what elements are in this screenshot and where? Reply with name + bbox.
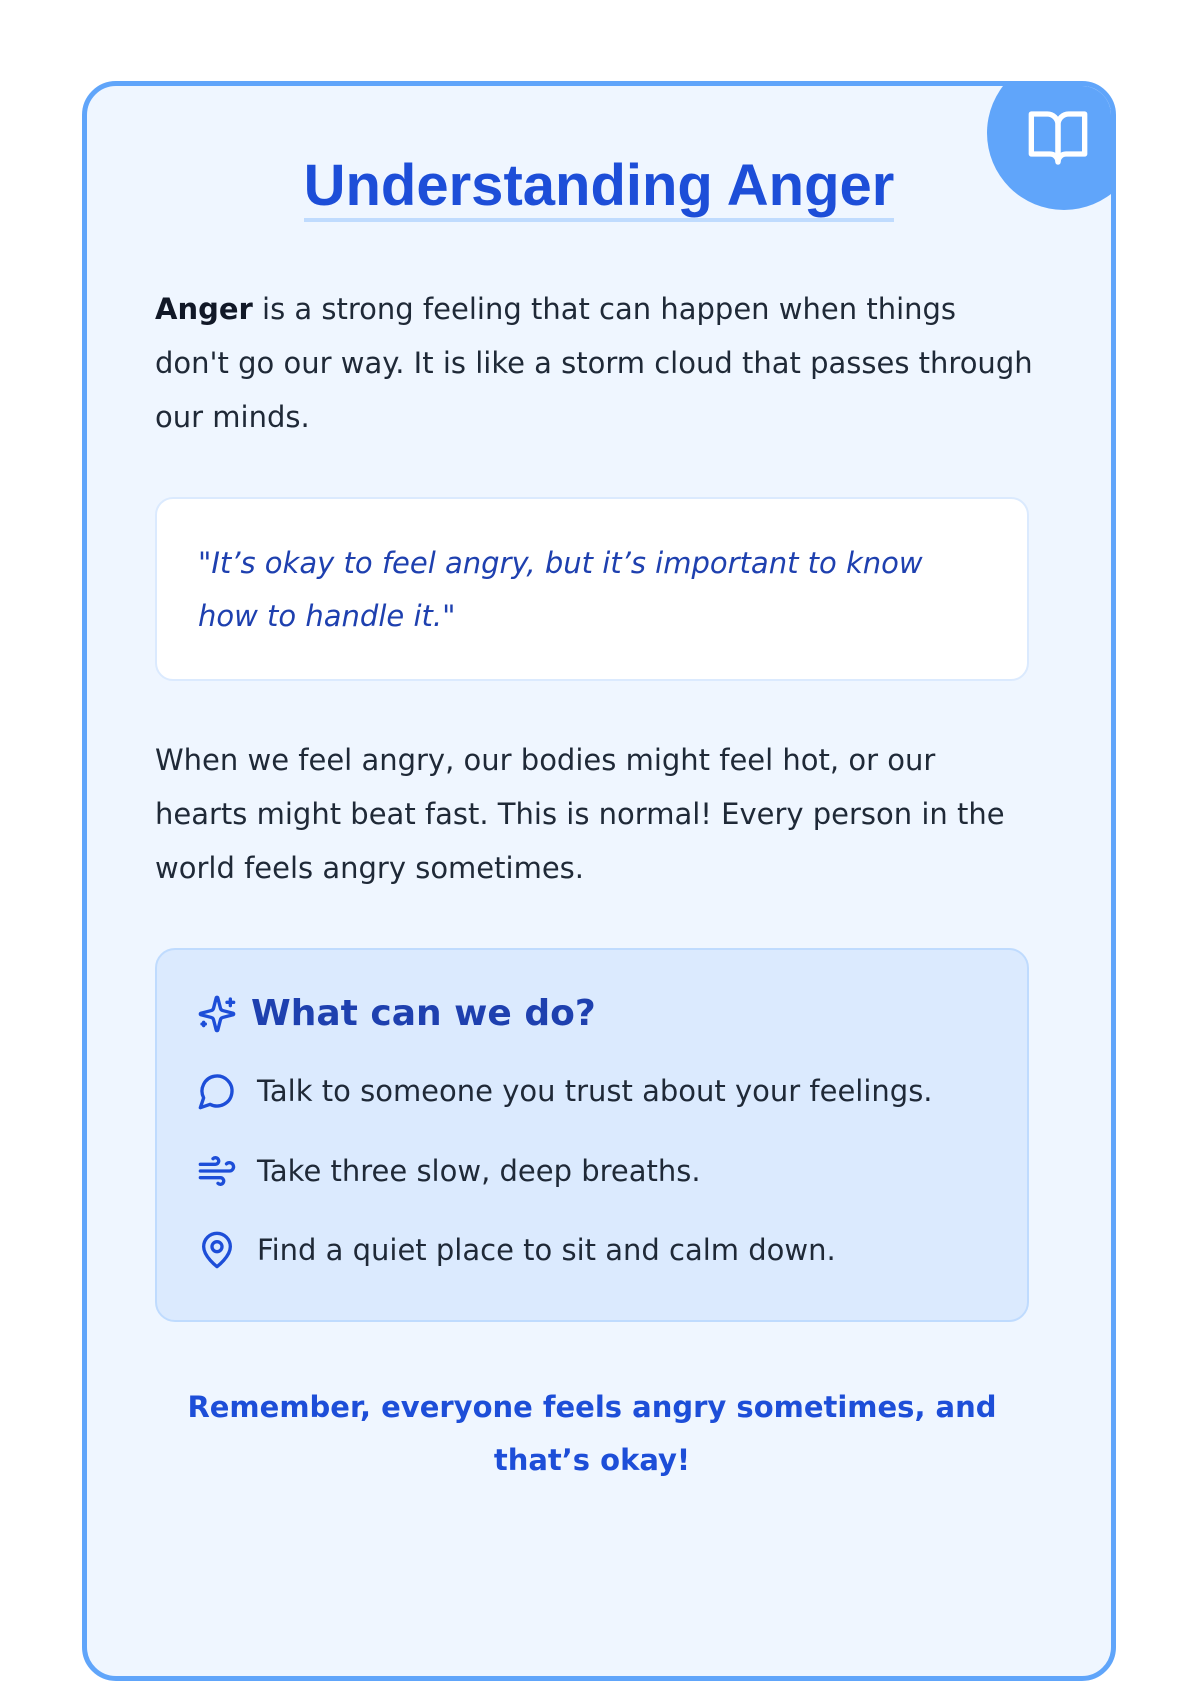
title-wrapper <box>87 153 1111 222</box>
tips-header <box>197 992 596 1036</box>
tips-title: What can we do? <box>251 993 596 1034</box>
intro-text: is a strong feeling that can happen when things don't go our way. It is like a storm cloud that passes through our minds. <box>155 292 1033 434</box>
list-item <box>197 1230 836 1270</box>
content-card <box>82 81 1116 1681</box>
page-title: Understanding Anger <box>304 156 895 222</box>
tip-text: Take three slow, deep breaths. <box>257 1154 701 1188</box>
tip-text: Talk to someone you trust about your feelings. <box>257 1074 933 1108</box>
tips-box <box>155 948 1029 1322</box>
list-item <box>197 1071 933 1111</box>
list-item <box>197 1151 701 1191</box>
closing-message: Remember, everyone feels angry sometimes, and that’s okay! <box>187 1390 997 1477</box>
intro-paragraph <box>155 282 1035 444</box>
wind-icon <box>197 1151 237 1191</box>
body-paragraph: When we feel angry, our bodies might feel hot, or our hearts might beat fast. This is normal! Every person in the world feels angry sometimes. <box>155 743 1005 885</box>
tip-text: Find a quiet place to sit and calm down. <box>257 1233 836 1267</box>
message-circle-icon <box>197 1071 237 1111</box>
quote-text: "It’s okay to feel angry, but it’s important to know how to handle it." <box>198 546 923 633</box>
sparkles-icon <box>197 994 237 1034</box>
map-pin-icon <box>197 1230 237 1270</box>
intro-bold-term: Anger <box>155 292 253 326</box>
quote-box <box>155 497 1029 681</box>
